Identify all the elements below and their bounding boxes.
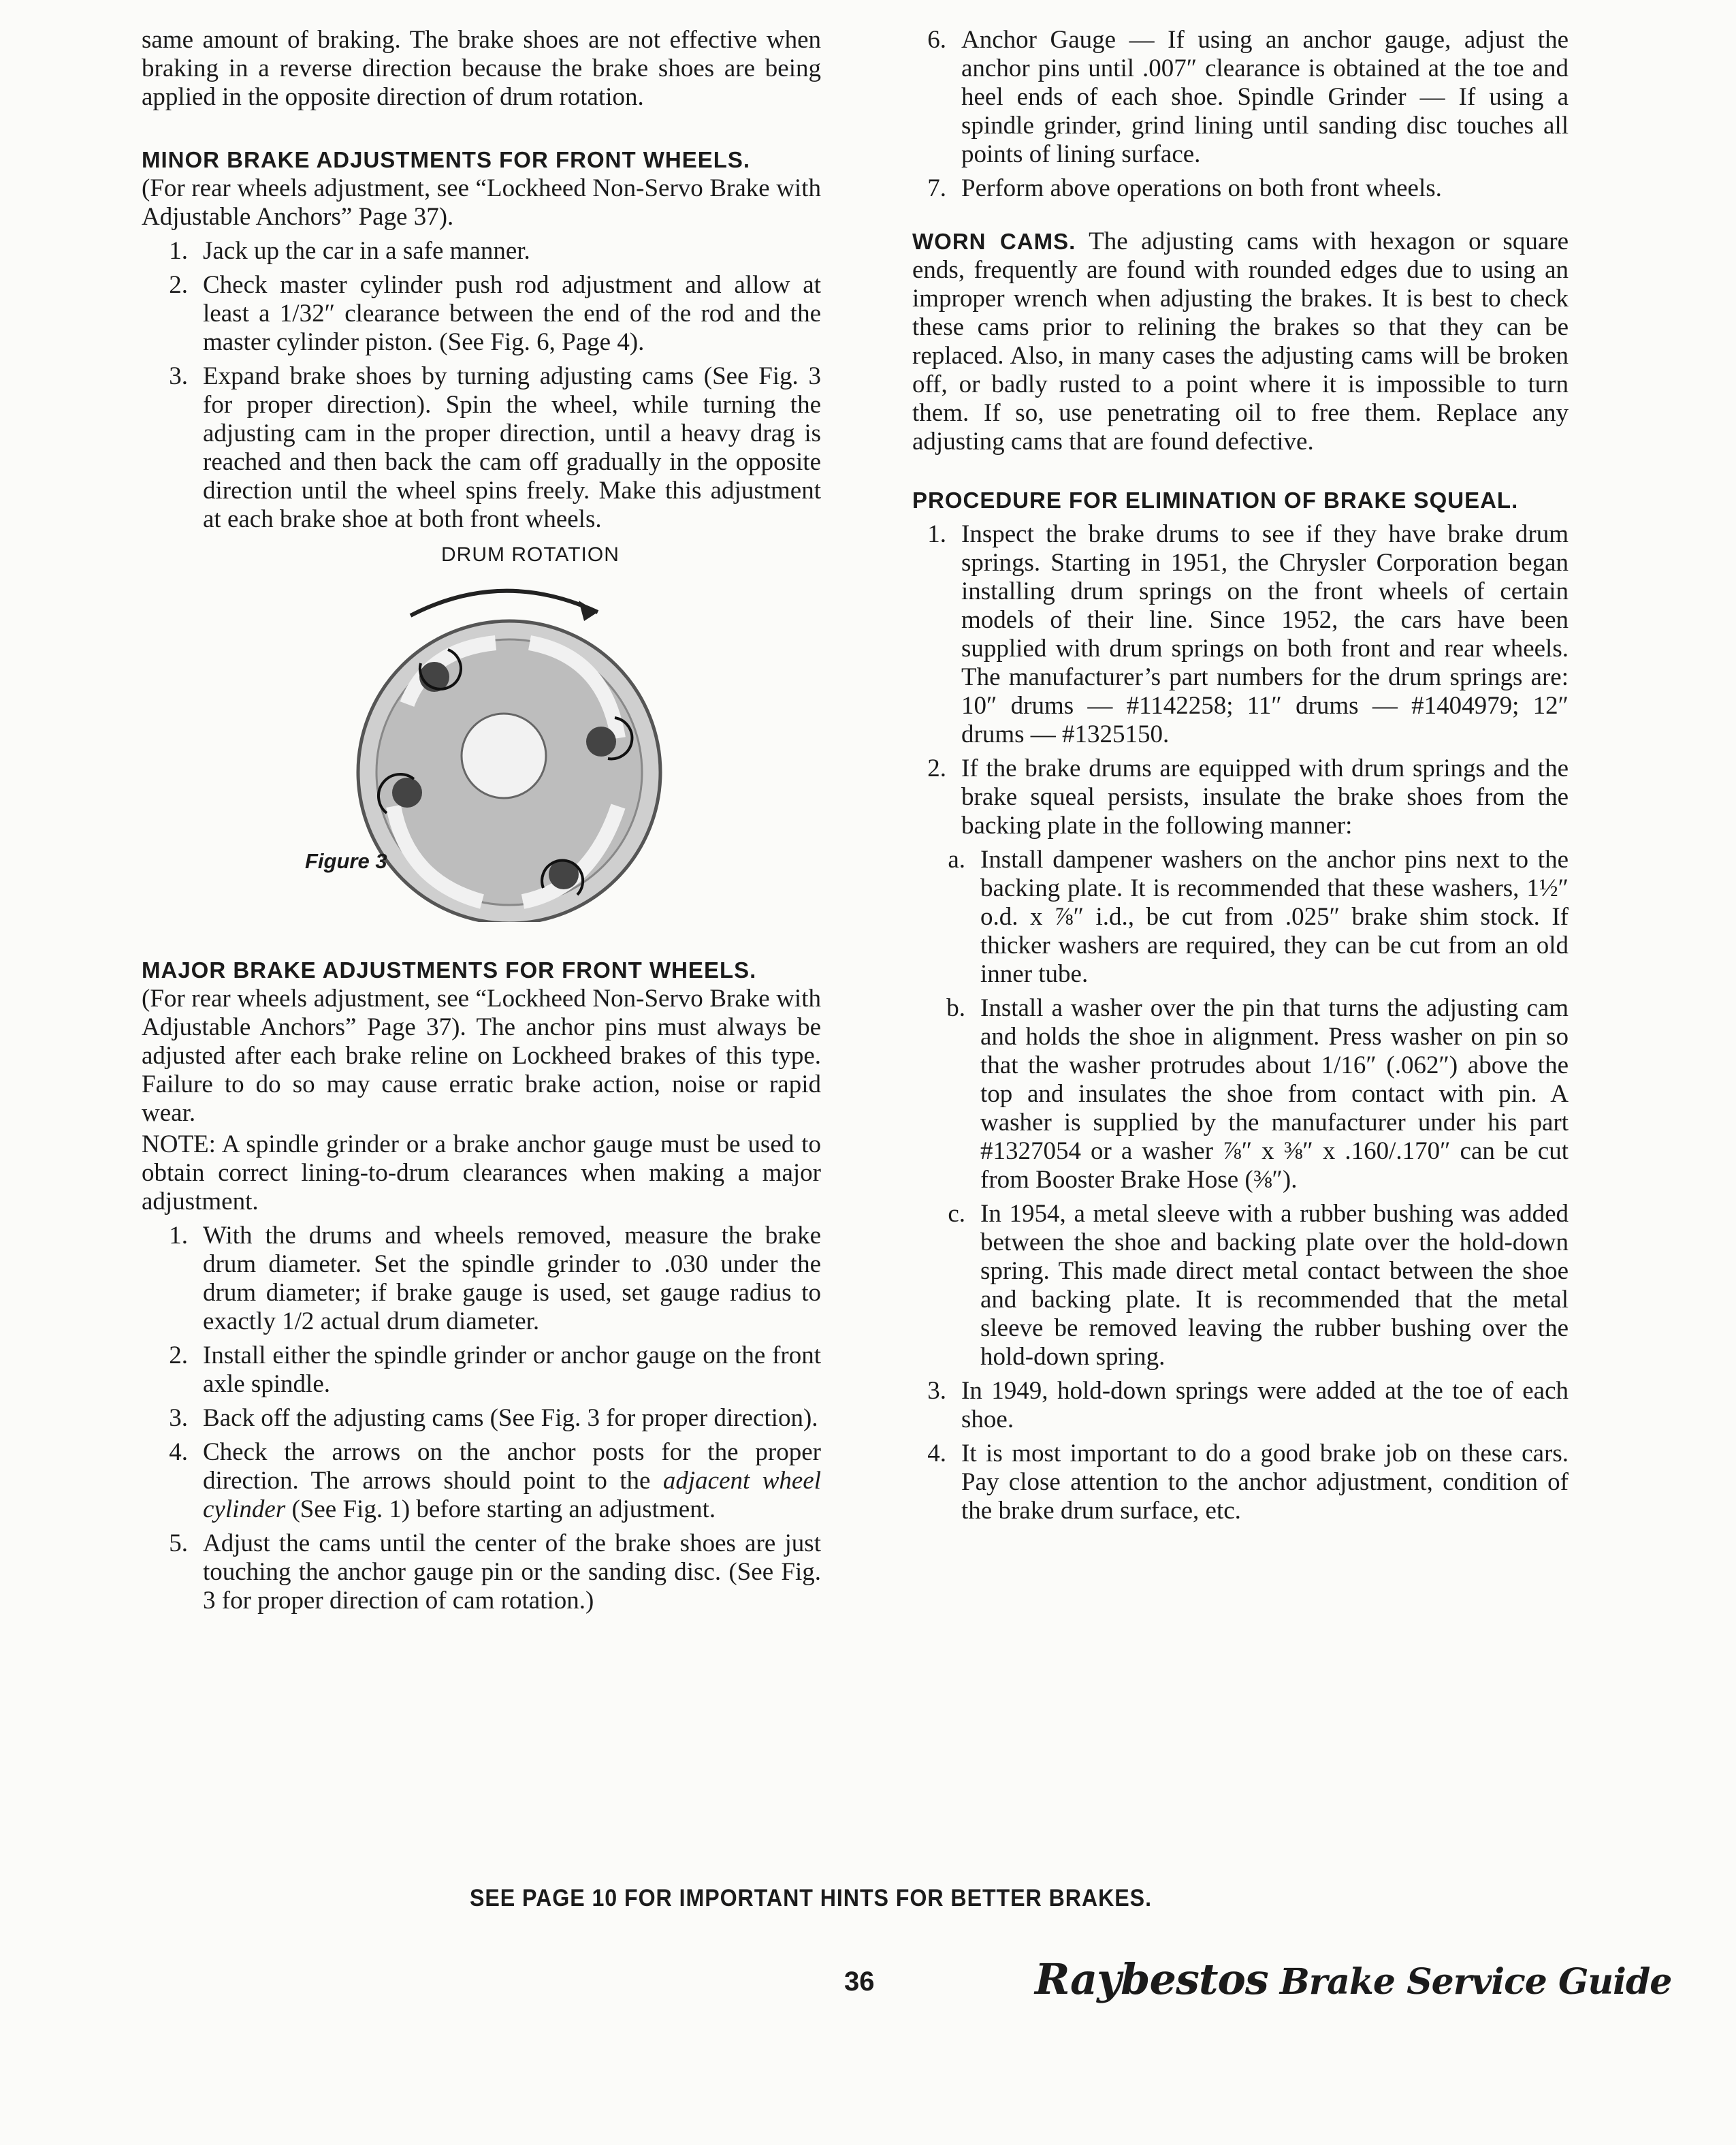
step-number: 6. [927,26,946,54]
step-number: 4. [169,1438,188,1466]
brake-backing-plate-illustration [346,568,673,922]
worn-cams-heading: WORN CAMS. [912,229,1076,254]
list-item [912,520,1569,749]
list-item [912,1377,1569,1434]
step-number: 2. [169,1341,188,1369]
step-number: 5. [169,1529,188,1557]
step-text-part: Check the arrows on the anchor posts for the proper direction. The arrows should point to the [203,1438,821,1495]
step-text: In 1949, hold-down springs were added at the toe of each shoe. [961,1377,1569,1433]
list-item [142,237,821,266]
step-number: 2. [927,754,946,782]
left-column [142,26,821,1615]
major-adjustments-heading: MAJOR BRAKE ADJUSTMENTS FOR FRONT WHEELS. [142,957,757,983]
figure-3 [142,541,821,942]
major-adjustments-intro: (For rear wheels adjustment, see “Lockheed Non-Servo Brake with Adjustable Anchors” Page 37). The anchor pins must always be adjusted after each brake reline on Lockheed brakes of this type. Failure to do so may cause erratic brake action, noise or rapid wear. [142,985,821,1127]
list-item [142,362,821,534]
hints-banner: SEE PAGE 10 FOR IMPORTANT HINTS FOR BETTER BRAKES. [470,1885,1152,1911]
list-item [912,174,1569,203]
list-item [912,26,1569,169]
logo-title: Brake Service Guide [1279,1961,1672,2003]
sub-step-letter: a. [948,846,965,874]
minor-adjustments-heading: MINOR BRAKE ADJUSTMENTS FOR FRONT WHEELS. [142,147,751,172]
step-text: Install either the spindle grinder or anchor gauge on the front axle spindle. [203,1341,821,1398]
step-text-italic: adjacent wheel cylinder [203,1467,821,1523]
major-adjustments-note: NOTE: A spindle grinder or a brake anchor gauge must be used to obtain correct lining-to-drum clearances when making a major adjustment. [142,1130,821,1216]
list-item [142,1404,821,1433]
list-item [142,271,821,357]
step-text: Inspect the brake drums to see if they have brake drum springs. Starting in 1951, the Chrysler Corporation began installing drum springs on the front wheels of certain models of their line. Since 1952, the cars have been supplied with drum springs on both front and rear wheels. The manufacturer’s part numbers for the drum springs are: 10″ drums — #1142258; 11″ drums — #1404979; 12″ drums — #1325150. [961,520,1569,748]
logo-brand: Raybestos [1035,1954,1268,2004]
sub-step-letter: c. [948,1200,965,1228]
list-item [142,1341,821,1399]
list-item [142,1222,821,1336]
step-text: Back off the adjusting cams (See Fig. 3 for proper direction). [203,1404,818,1432]
step-number: 4. [927,1440,946,1467]
step-text: With the drums and wheels removed, measure the brake drum diameter. Set the spindle grinder to .030 under the drum diameter; if brake gauge is used, set gauge radius to exactly 1/2 actual drum diameter. [203,1222,821,1335]
page-number: 36 [844,1967,875,1997]
right-column [912,26,1569,1525]
step-number: 2. [169,271,188,299]
step-text: Jack up the car in a safe manner. [203,237,530,265]
step-text: Check master cylinder push rod adjustment and allow at least a 1/32″ clearance between the end of the rod and the master cylinder piston. (See Fig. 6, Page 4). [203,271,821,356]
step-text: Perform above operations on both front wheels. [961,174,1442,202]
sub-step-text: In 1954, a metal sleeve with a rubber bushing was added between the shoe and backing plate over the hold-down spring. This made direct metal contact between the shoe and backing plate. It is recommended that the metal sleeve be removed leaving the rubber bushing over the hold-down spring. [980,1200,1569,1371]
step-number: 3. [927,1377,946,1405]
step-number: 1. [169,1222,188,1250]
list-item [912,1440,1569,1525]
sub-list-item [912,1200,1569,1371]
sub-list-item [912,846,1569,989]
step-number: 3. [169,1404,188,1432]
list-item [142,1529,821,1615]
figure-caption: Figure 3 [305,849,387,873]
minor-adjustments-note: (For rear wheels adjustment, see “Lockheed Non-Servo Brake with Adjustable Anchors” Page 37). [142,174,821,231]
raybestos-logo [1035,1954,1671,2004]
step-text [203,1438,821,1524]
worn-cams-text: The adjusting cams with hexagon or square ends, frequently are found with rounded edges due to using an improper wrench when adjusting the brakes. It is best to check these cams prior to relining the brakes so that they can be replaced. Also, in many cases the adjusting cams will be broken off, or badly rusted to a point where it is impossible to turn them. If so, use penetrating oil to free them. Replace any adjusting cams that are found defective. [912,227,1569,456]
step-number: 1. [169,237,188,265]
rotation-arrow-icon [411,591,598,616]
sub-list-item [912,994,1569,1194]
step-number: 7. [927,174,946,202]
step-text: If the brake drums are equipped with drum springs and the brake squeal persists, insulate the brake shoes from the backing plate in the following manner: [961,754,1569,840]
drum-rotation-label: DRUM ROTATION [441,543,620,566]
sub-step-text: Install dampener washers on the anchor pins next to the backing plate. It is recommended that these washers, 1½″ o.d. x ⅞″ i.d., be cut from .025″ brake shim stock. If thicker washers are required, they can be cut from an old inner tube. [980,846,1569,988]
worn-cams-paragraph [912,227,1569,456]
step-text: Adjust the cams until the center of the brake shoes are just touching the anchor gauge pin or the sanding disc. (See Fig. 3 for proper direction of cam rotation.) [203,1529,821,1615]
sub-step-text: Install a washer over the pin that turns the adjusting cam and holds the shoe in alignment. Press washer on pin so that the washer protrudes about 1/16″ (.062″) above the top and insulates the shoe from contact with pin. A washer is supplied by the manufacturer under his part #1327054 or a washer ⅞″ x ⅜″ x .160/.170″ can be cut from Booster Brake Hose (⅜″). [980,994,1569,1194]
step-text: Anchor Gauge — If using an anchor gauge, adjust the anchor pins until .007″ clearance is obtained at the toe and heel ends of each shoe. Spindle Grinder — If using a spindle grinder, grind lining until sanding disc touches all points of lining surface. [961,26,1569,168]
sub-step-letter: b. [946,994,965,1022]
list-item [142,1438,821,1524]
step-text: Expand brake shoes by turning adjusting cams (See Fig. 3 for proper direction). Spin the wheel, while turning the adjusting cam in the proper direction, until a heavy drag is reached and then back the cam off gradually in the opposite direction until the wheel spins freely. Make this adjustment at each brake shoe at both front wheels. [203,362,821,533]
step-text-part: (See Fig. 1) before starting an adjustment. [285,1495,716,1523]
step-number: 3. [169,362,188,390]
step-text: It is most important to do a good brake job on these cars. Pay close attention to the anchor adjustment, condition of the brake drum surface, etc. [961,1440,1569,1525]
list-item [912,754,1569,840]
brake-squeal-heading: PROCEDURE FOR ELIMINATION OF BRAKE SQUEAL. [912,488,1519,513]
step-number: 1. [927,520,946,548]
intro-paragraph: same amount of braking. The brake shoes are not effective when braking in a reverse direction because the brake shoes are being applied in the opposite direction of drum rotation. [142,26,821,111]
